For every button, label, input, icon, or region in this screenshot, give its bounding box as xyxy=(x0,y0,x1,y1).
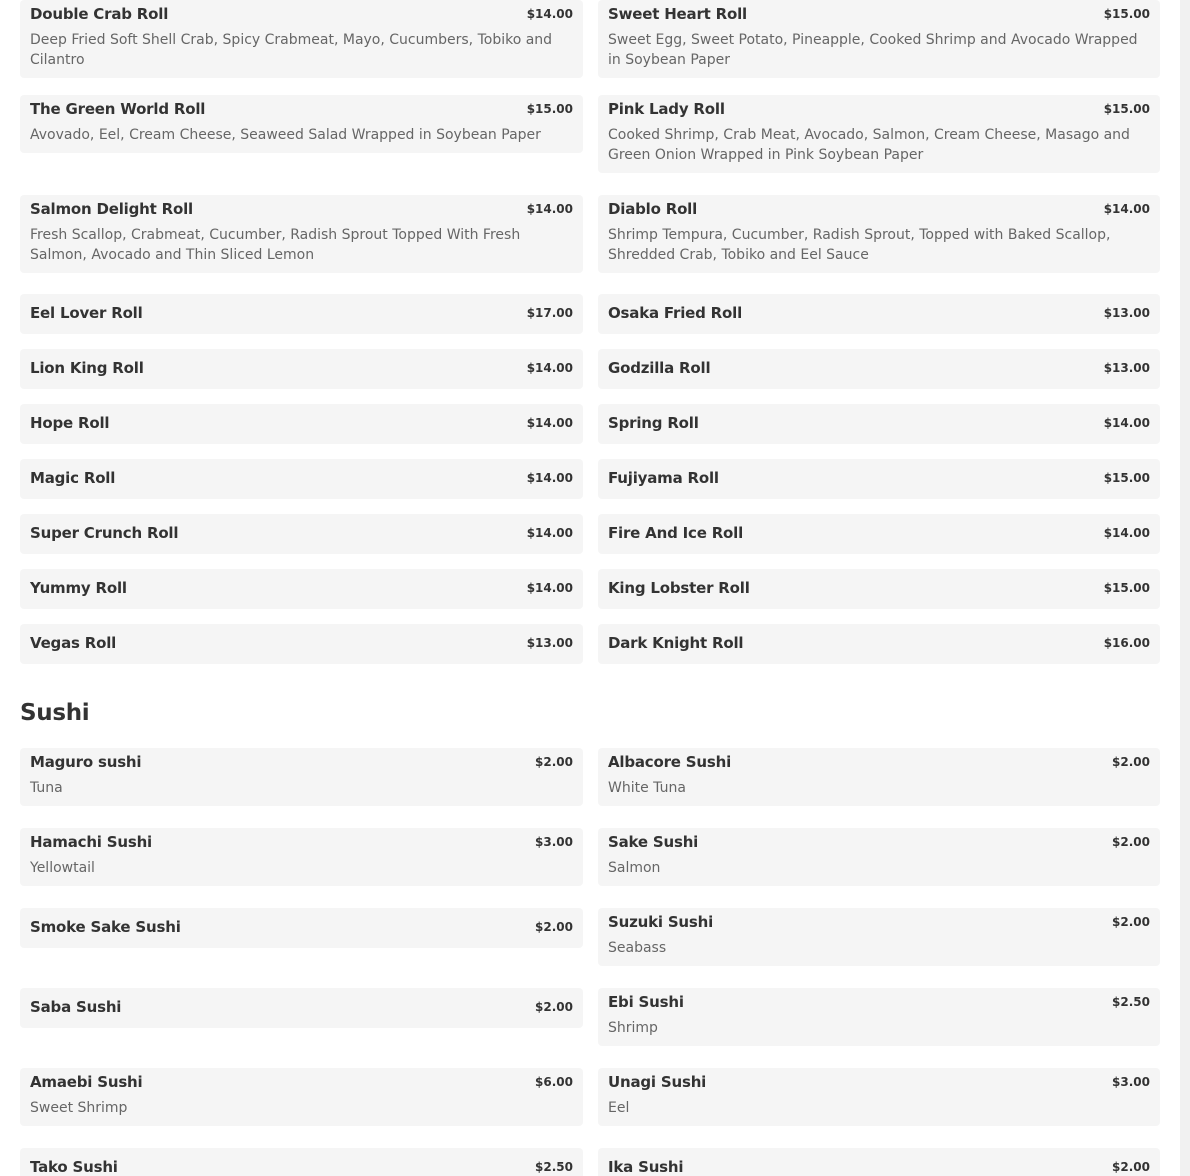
item-description: Salmon xyxy=(608,860,661,876)
item-name: Tako Sushi xyxy=(30,1158,118,1176)
menu-item[interactable] xyxy=(598,95,1160,173)
menu-item[interactable] xyxy=(20,1068,583,1126)
rolls-described-section xyxy=(20,0,1160,263)
item-price: $15.00 xyxy=(1103,471,1150,485)
section-title-sushi: Sushi xyxy=(20,700,90,726)
item-price: $2.00 xyxy=(1112,915,1150,929)
item-price: $2.00 xyxy=(1112,755,1150,769)
menu-item[interactable] xyxy=(20,459,583,499)
item-name: Salmon Delight Roll xyxy=(30,200,193,218)
rolls-simple-section xyxy=(20,294,1160,679)
item-price: $16.00 xyxy=(1103,636,1150,650)
menu-item[interactable] xyxy=(20,624,583,664)
item-name: Hamachi Sushi xyxy=(30,833,152,851)
scrollbar[interactable] xyxy=(1180,0,1190,1176)
item-name: Lion King Roll xyxy=(30,359,144,377)
menu-item[interactable] xyxy=(20,195,583,273)
item-price: $14.00 xyxy=(1103,416,1150,430)
menu-item[interactable] xyxy=(20,569,583,609)
item-description: Tuna xyxy=(30,780,63,796)
item-price: $3.00 xyxy=(1112,1075,1150,1089)
item-price: $17.00 xyxy=(526,306,573,320)
menu-item[interactable] xyxy=(20,908,583,948)
menu-item[interactable] xyxy=(598,459,1160,499)
item-price: $14.00 xyxy=(526,361,573,375)
menu-item[interactable] xyxy=(598,294,1160,334)
item-description: Shrimp Tempura, Cucumber, Radish Sprout, Topped with Baked Scallop, Shredded Crab, Tobiko and Eel Sauce xyxy=(608,227,1111,263)
item-price: $6.00 xyxy=(535,1075,573,1089)
item-price: $13.00 xyxy=(526,636,573,650)
item-name: Eel Lover Roll xyxy=(30,304,143,322)
rolls-described-grid xyxy=(20,0,1160,263)
menu-item[interactable] xyxy=(598,349,1160,389)
item-name: Diablo Roll xyxy=(608,200,698,218)
menu-item[interactable] xyxy=(20,349,583,389)
item-description: White Tuna xyxy=(608,780,686,796)
item-name: Fire And Ice Roll xyxy=(608,524,744,542)
item-description: Seabass xyxy=(608,940,667,956)
item-name: Sweet Heart Roll xyxy=(608,5,747,23)
item-price: $14.00 xyxy=(526,202,573,216)
item-name: Saba Sushi xyxy=(30,998,122,1016)
item-name: Double Crab Roll xyxy=(30,5,169,23)
menu-item[interactable] xyxy=(20,0,583,78)
item-price: $13.00 xyxy=(1103,361,1150,375)
menu-item[interactable] xyxy=(20,404,583,444)
menu-item[interactable] xyxy=(20,95,583,153)
item-name: Unagi Sushi xyxy=(608,1073,707,1091)
item-name: Pink Lady Roll xyxy=(608,100,725,118)
menu-item[interactable] xyxy=(20,294,583,334)
menu-item[interactable] xyxy=(20,988,583,1028)
menu-item[interactable] xyxy=(598,1068,1160,1126)
menu-item[interactable] xyxy=(598,748,1160,806)
item-name: The Green World Roll xyxy=(30,100,206,118)
item-price: $2.00 xyxy=(535,1000,573,1014)
item-description: Avovado, Eel, Cream Cheese, Seaweed Salad Wrapped in Soybean Paper xyxy=(30,127,541,143)
item-name: Spring Roll xyxy=(608,414,699,432)
item-price: $14.00 xyxy=(526,416,573,430)
menu-item[interactable] xyxy=(20,748,583,806)
item-price: $14.00 xyxy=(526,471,573,485)
item-price: $15.00 xyxy=(526,102,573,116)
item-description: Yellowtail xyxy=(30,860,95,876)
item-name: King Lobster Roll xyxy=(608,579,750,597)
item-description: Cooked Shrimp, Crab Meat, Avocado, Salmon, Cream Cheese, Masago and Green Onion Wrapped in Pink Soybean Paper xyxy=(608,127,1130,163)
item-price: $2.00 xyxy=(535,920,573,934)
item-description: Fresh Scallop, Crabmeat, Cucumber, Radish Sprout Topped With Fresh Salmon, Avocado and Thin Sliced Lemon xyxy=(30,227,521,263)
item-price: $2.50 xyxy=(535,1160,573,1174)
menu-item[interactable] xyxy=(598,624,1160,664)
item-name: Smoke Sake Sushi xyxy=(30,918,181,936)
item-price: $2.50 xyxy=(1112,995,1150,1009)
item-name: Vegas Roll xyxy=(30,634,117,652)
menu-item[interactable] xyxy=(598,569,1160,609)
menu-item[interactable] xyxy=(598,404,1160,444)
menu-item[interactable] xyxy=(598,828,1160,886)
item-description: Deep Fried Soft Shell Crab, Spicy Crabmeat, Mayo, Cucumbers, Tobiko and Cilantro xyxy=(30,32,553,68)
item-name: Fujiyama Roll xyxy=(608,469,719,487)
item-price: $15.00 xyxy=(1103,581,1150,595)
menu-item[interactable] xyxy=(20,828,583,886)
item-price: $14.00 xyxy=(526,7,573,21)
menu-item[interactable] xyxy=(598,908,1160,966)
item-name: Albacore Sushi xyxy=(608,753,732,771)
item-description: Sweet Shrimp xyxy=(30,1100,128,1116)
item-price: $14.00 xyxy=(1103,526,1150,540)
menu-item[interactable] xyxy=(598,988,1160,1046)
item-name: Maguro sushi xyxy=(30,753,142,771)
item-description: Shrimp xyxy=(608,1020,658,1036)
menu-item[interactable] xyxy=(598,195,1160,273)
item-price: $2.00 xyxy=(1112,835,1150,849)
item-price: $15.00 xyxy=(1103,102,1150,116)
item-price: $15.00 xyxy=(1103,7,1150,21)
item-name: Ika Sushi xyxy=(608,1158,684,1176)
item-name: Godzilla Roll xyxy=(608,359,711,377)
item-name: Hope Roll xyxy=(30,414,110,432)
item-description: Sweet Egg, Sweet Potato, Pineapple, Cooked Shrimp and Avocado Wrapped in Soybean Paper xyxy=(608,32,1138,68)
menu-item[interactable] xyxy=(598,0,1160,78)
item-price: $14.00 xyxy=(1103,202,1150,216)
menu-item[interactable] xyxy=(598,1148,1160,1176)
item-price: $14.00 xyxy=(526,581,573,595)
item-name: Ebi Sushi xyxy=(608,993,684,1011)
item-name: Osaka Fried Roll xyxy=(608,304,743,322)
item-price: $14.00 xyxy=(526,526,573,540)
rolls-simple-grid xyxy=(20,294,1160,679)
item-description: Eel xyxy=(608,1100,630,1116)
menu-item[interactable] xyxy=(20,1148,583,1176)
item-price: $2.00 xyxy=(535,755,573,769)
item-price: $3.00 xyxy=(535,835,573,849)
sushi-grid xyxy=(20,748,1160,1176)
item-name: Dark Knight Roll xyxy=(608,634,744,652)
menu-item[interactable] xyxy=(598,514,1160,554)
sushi-section xyxy=(20,748,1160,1176)
item-name: Super Crunch Roll xyxy=(30,524,179,542)
item-name: Amaebi Sushi xyxy=(30,1073,143,1091)
item-price: $2.00 xyxy=(1112,1160,1150,1174)
item-name: Suzuki Sushi xyxy=(608,913,714,931)
item-name: Yummy Roll xyxy=(30,579,127,597)
item-name: Sake Sushi xyxy=(608,833,699,851)
item-price: $13.00 xyxy=(1103,306,1150,320)
item-name: Magic Roll xyxy=(30,469,116,487)
menu-item[interactable] xyxy=(20,514,583,554)
